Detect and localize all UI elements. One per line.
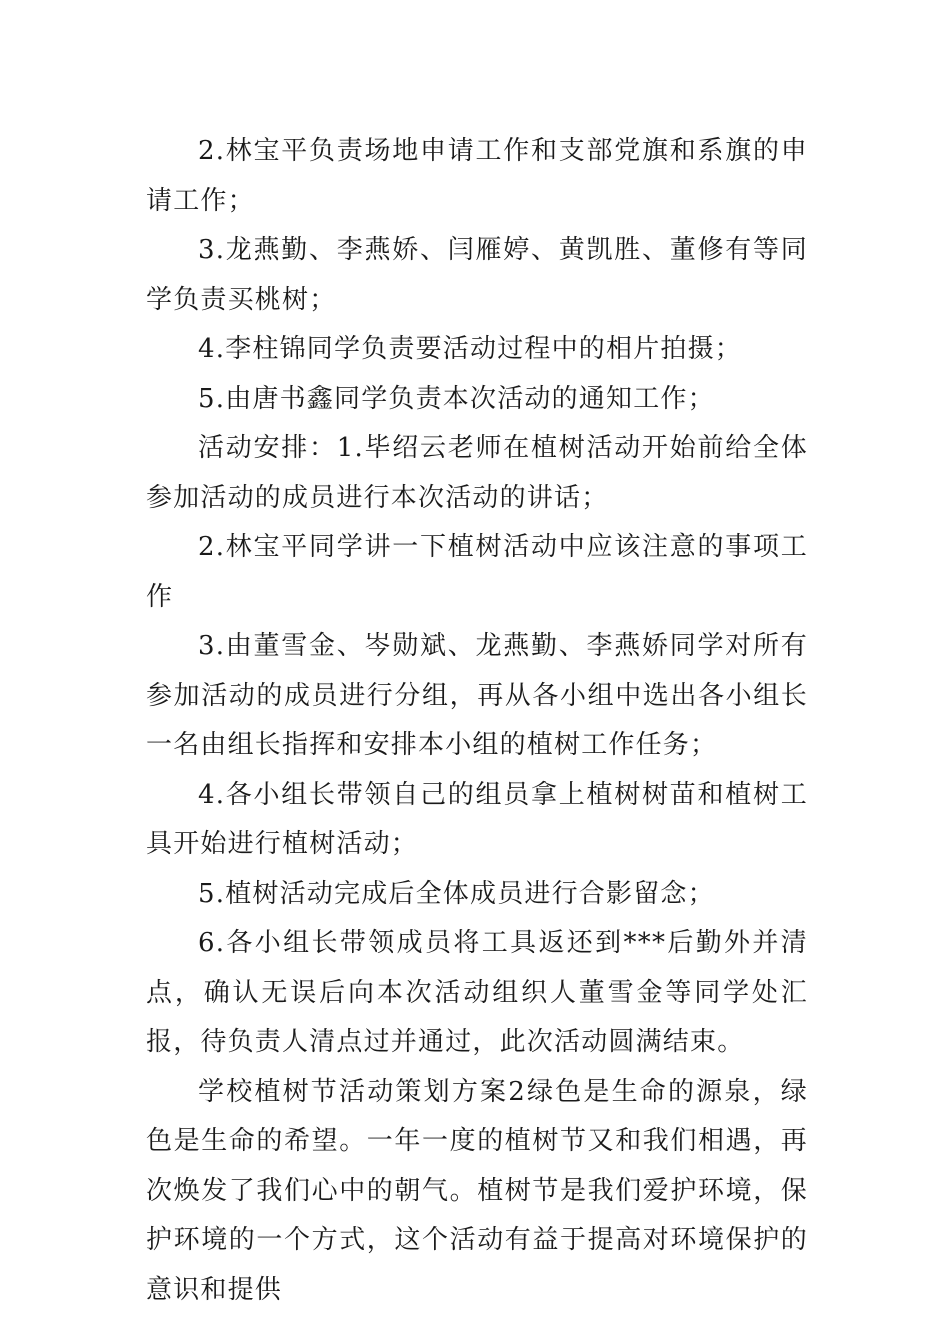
paragraph-task-4: 4.李柱锦同学负责要活动过程中的相片拍摄； (198, 334, 743, 364)
paragraph-task-5: 5.由唐书鑫同学负责本次活动的通知工作； (198, 383, 715, 414)
paragraph-arrangement-3: 3.由董雪金、岑勋斌、龙燕勤、李燕娇同学对所有参加活动的成员进行分组，再从各小组中选出各小组长一名由组长指挥和安排本小组的植树工作任务； (146, 631, 808, 760)
paragraph-arrangement-2: 2.林宝平同学讲一下植树活动中应该注意的事项工作 (146, 532, 808, 612)
paragraph-arrangement-1: 活动安排：1.毕绍云老师在植树活动开始前给全体参加活动的成员进行本次活动的讲话； (146, 433, 808, 513)
paragraph-arrangement-5: 5.植树活动完成后全体成员进行合影留念； (198, 878, 715, 909)
paragraph-task-2: 2.林宝平负责场地申请工作和支部党旗和系旗的申请工作； (146, 136, 808, 216)
paragraph-task-3: 3.龙燕勤、李燕娇、闫雁婷、黄凯胜、董修有等同学负责买桃树； (146, 235, 808, 315)
document-body (146, 127, 808, 1315)
paragraph-arrangement-4: 4.各小组长带领自己的组员拿上植树树苗和植树工具开始进行植树活动； (146, 779, 808, 859)
paragraph-plan-2-intro: 学校植树节活动策划方案2绿色是生命的源泉，绿色是生命的希望。一年一度的植树节又和我们相遇，再次焕发了我们心中的朝气。植树节是我们爱护环境，保护环境的一个方式，这个活动有益于提高对环境保护的意识和提供 (146, 1076, 808, 1305)
paragraph-arrangement-6: 6.各小组长带领成员将工具返还到***后勤外并清点，确认无误后向本次活动组织人董雪金等同学处汇报，待负责人清点过并通过，此次活动圆满结束。 (146, 928, 808, 1057)
